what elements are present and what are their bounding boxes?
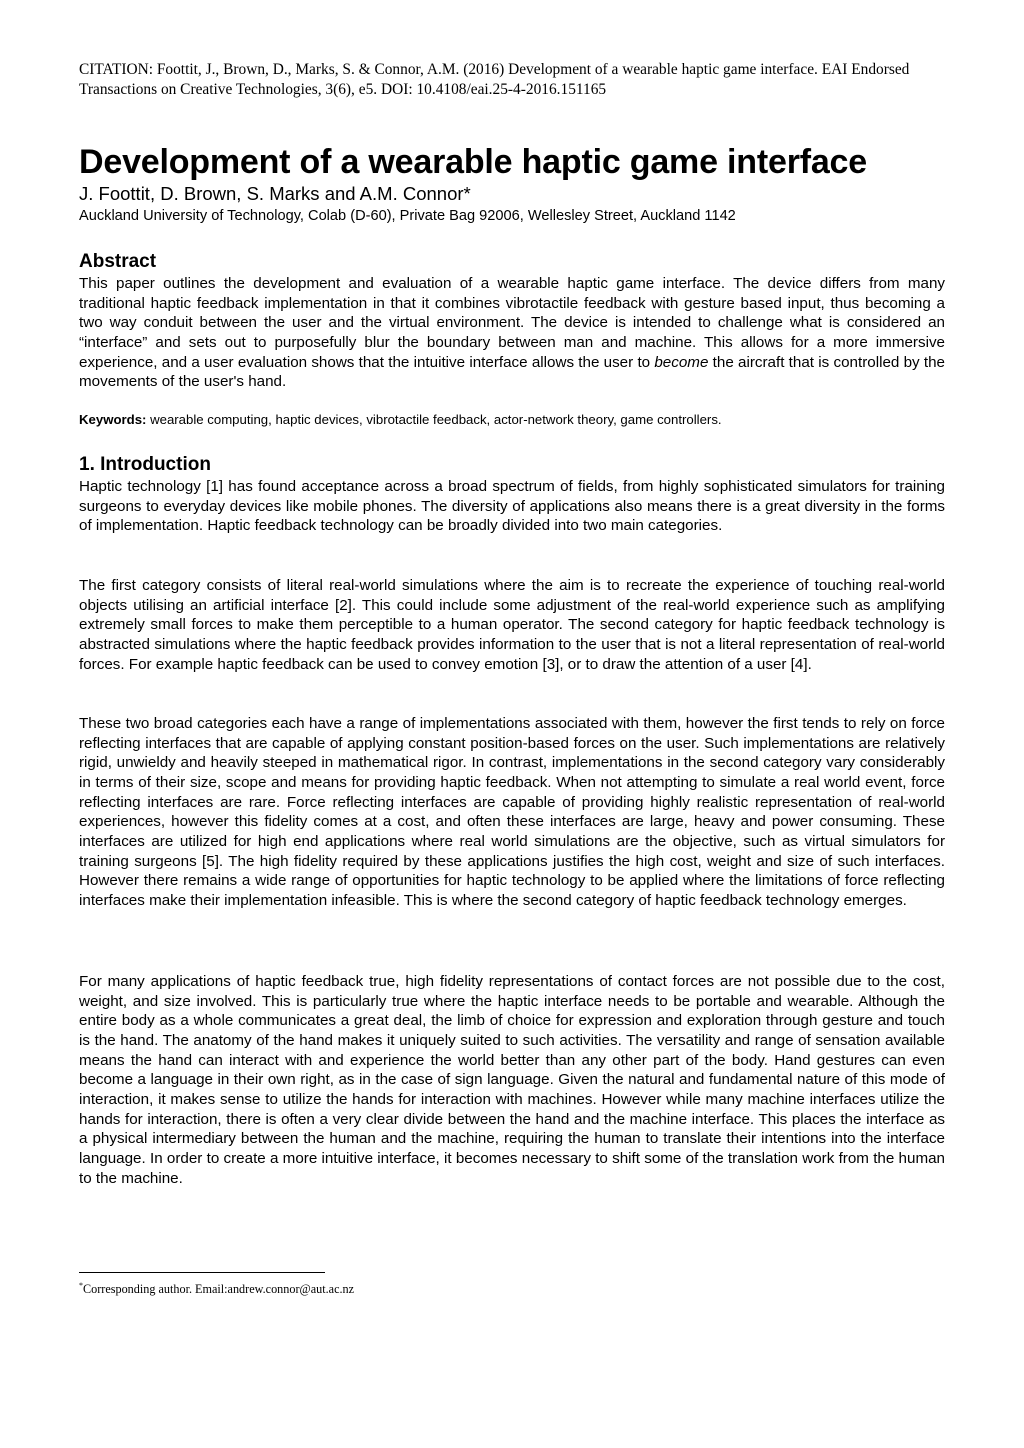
paper-title: Development of a wearable haptic game interface	[79, 143, 867, 181]
citation: CITATION: Foottit, J., Brown, D., Marks, S. & Connor, A.M. (2016) Development of a wearable haptic game interface. EAI Endorsed Transactions on Creative Technologies, 3(6), e5. DOI: 10.4108/eai.25-4-2016.151165	[79, 61, 910, 98]
footnote-text: Corresponding author. Email:andrew.connor@aut.ac.nz	[83, 1282, 355, 1296]
introduction-paragraph: For many applications of haptic feedback true, high fidelity representations of contact forces are not possible due to the cost, weight, and size involved. This is particularly true where the haptic interface needs to be portable and wearable. Although the entire body as a whole communicates a great deal, the limb of choice for expression and exploration through gesture and touch is the hand. The anatomy of the hand makes it uniquely suited to such activities. The versatility and range of sensation available means the hand can interact with and experience the world better than any other part of the body. Hand gestures can even become a language in their own right, as in the case of sign language. Given the natural and fundamental nature of this mode of interaction, it makes sense to utilize the hands for interaction with machines. However while many machine interfaces utilize the hands for interaction, there is often a very clear divide between the hand and the machine interface. This places the interface as a physical intermediary between the human and the machine, requiring the human to translate their intentions into the interface language. In order to create a more intuitive interface, it becomes necessary to shift some of the translation work from the human to the machine.	[79, 973, 945, 1187]
footnote-marker: *	[79, 1280, 83, 1290]
abstract-text-part-2: the aircraft that is controlled by the movements of the user's hand.	[79, 353, 945, 391]
footnote-divider	[79, 1272, 325, 1273]
authors: J. Foottit, D. Brown, S. Marks and A.M. Connor*	[79, 183, 471, 204]
abstract-emphasis: become	[654, 353, 709, 371]
abstract-text-part-1: This paper outlines the development and evaluation of a wearable haptic game interface. The device differs from many traditional haptic feedback implementation in that it combines vibrotactile feedback with gesture based input, thus becoming a two way conduit between the user and the virtual environment. The device is intended to challenge what is considered an “interface” and sets out to purposefully blur the boundary between man and machine. This allows for a more immersive experience, and a user evaluation shows that the intuitive interface allows the user to	[79, 275, 945, 371]
abstract-heading: Abstract	[79, 251, 157, 272]
footnote	[79, 1281, 945, 1297]
introduction-paragraph: The first category consists of literal real-world simulations where the aim is to recreate the experience of touching real-world objects utilising an artificial interface [2]. This could include some adjustment of the real-world experience such as amplifying extremely small forces to make them perceptible to a human operator. The second category for haptic feedback technology is abstracted simulations where the haptic feedback provides information to the user that is not a literal representation of real-world forces. For example haptic feedback can be used to convey emotion [3], or to draw the attention of a user [4].	[79, 577, 945, 673]
keywords-text: wearable computing, haptic devices, vibrotactile feedback, actor-network theory, game controllers.	[146, 412, 722, 427]
keywords-label: Keywords:	[79, 412, 147, 427]
introduction-heading: 1. Introduction	[79, 454, 211, 475]
abstract-text	[79, 274, 945, 392]
affiliation: Auckland University of Technology, Colab (D-60), Private Bag 92006, Wellesley Street, Auckland 1142	[79, 208, 736, 224]
keywords	[79, 411, 945, 429]
introduction-paragraph: These two broad categories each have a range of implementations associated with them, however the first tends to rely on force reflecting interfaces that are capable of applying constant position-based forces on the user. Such implementations are relatively rigid, unwieldy and heavily steeped in mathematical rigor. In contrast, implementations in the second category vary considerably in terms of their size, scope and means for providing haptic feedback. When not attempting to simulate a real world event, force reflecting interfaces are rare. Force reflecting interfaces are capable of providing highly realistic representation of real-world experiences, however this fidelity comes at a cost, and often these interfaces are large, heavy and power consuming. These interfaces are utilized for high end applications where real world simulations are the objective, such as virtual simulators for training surgeons [5]. The high fidelity required by these applications justifies the high cost, weight and size of such interfaces. However there remains a wide range of opportunities for haptic technology to be applied where the limitations of force reflecting interfaces make their implementation infeasible. This is where the second category of haptic feedback technology emerges.	[79, 715, 945, 909]
introduction-paragraph: Haptic technology [1] has found acceptance across a broad spectrum of fields, from highly sophisticated simulators for training surgeons to everyday devices like mobile phones. The diversity of applications also means there is a great diversity in the forms of implementation. Haptic feedback technology can be broadly divided into two main categories.	[79, 478, 945, 535]
